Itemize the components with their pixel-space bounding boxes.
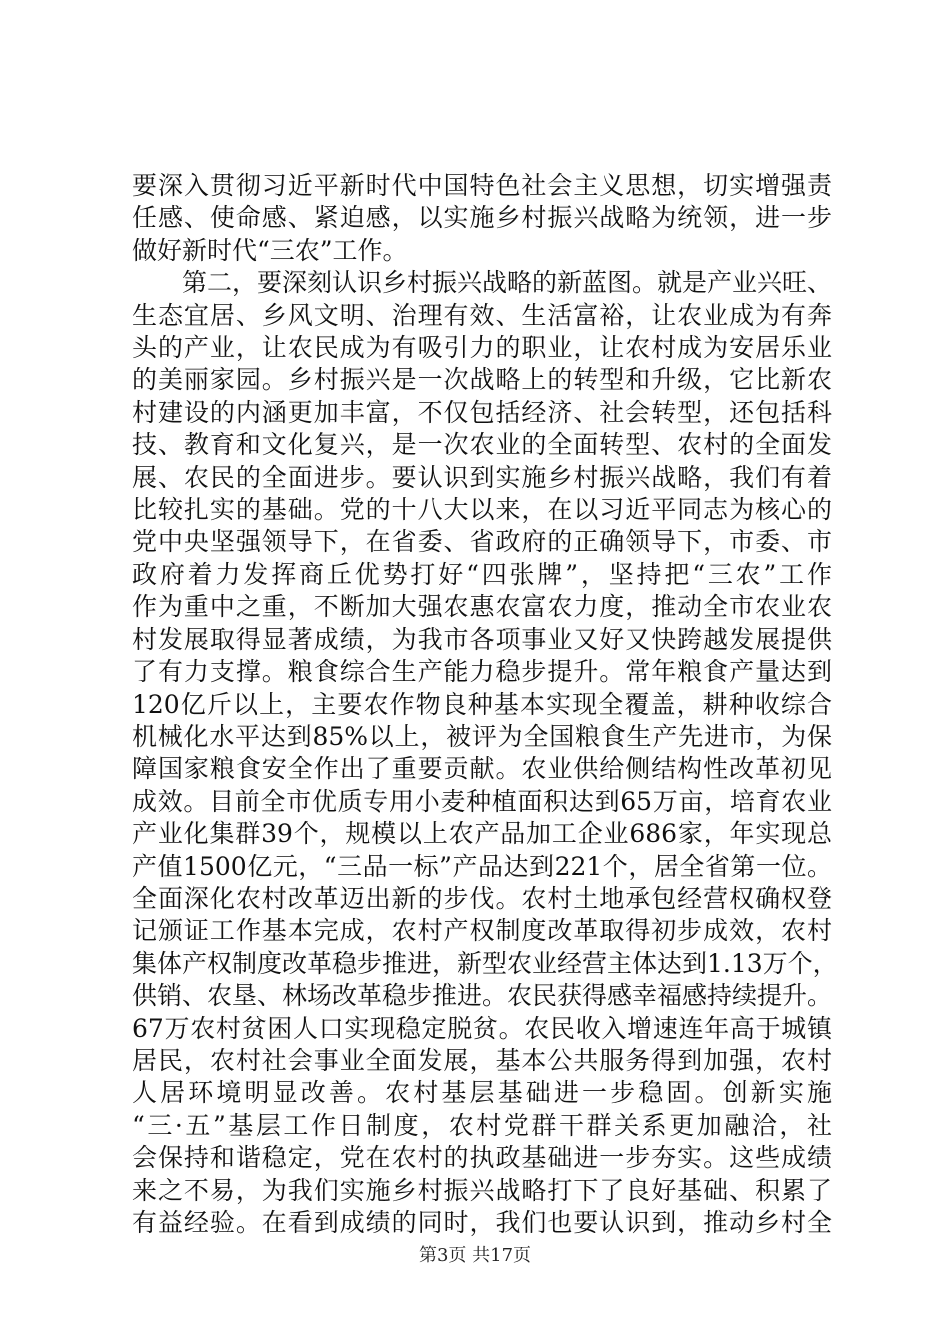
text-line: 人居环境明显改善。农村基层基础进一步稳固。创新实施 <box>132 1078 832 1108</box>
text-line: 了有力支撑。粮食综合生产能力稳步提升。常年粮食产量达到 <box>132 657 832 687</box>
text-line: 集体产权制度改革稳步推进，新型农业经营主体达到1.13万个， <box>132 948 838 978</box>
text-line: 产值1500亿元，“三品一标”产品达到221个，居全省第一位。 <box>132 851 832 881</box>
text-line: 机械化水平达到85%以上，被评为全国粮食生产先进市，为保 <box>132 721 832 751</box>
text-line: 67万农村贫困人口实现稳定脱贫。农民收入增速连年高于城镇 <box>132 1013 832 1043</box>
text-line: 政府着力发挥商丘优势打好“四张牌”，坚持把“三农”工作 <box>132 559 832 589</box>
text-line: 居民，农村社会事业全面发展，基本公共服务得到加强，农村 <box>132 1045 832 1075</box>
paragraph-start-line: 第二，要深刻认识乡村振兴战略的新蓝图。就是产业兴旺、 <box>182 268 833 298</box>
text-line: 要深入贯彻习近平新时代中国特色社会主义思想，切实增强责 <box>132 171 832 200</box>
body-text <box>132 170 838 1239</box>
text-line: 生态宜居、乡风文明、治理有效、生活富裕，让农业成为有奔 <box>132 300 832 330</box>
text-line: 头的产业，让农民成为有吸引力的职业，让农村成为安居乐业 <box>132 333 832 363</box>
page-number-footer: 第3页 共17页 <box>418 1245 532 1266</box>
text-line: 任感、使命感、紧迫感，以实施乡村振兴战略为统领，进一步 <box>132 203 832 233</box>
text-line: 的美丽家园。乡村振兴是一次战略上的转型和升级，它比新农 <box>132 365 832 395</box>
text-line: 全面深化农村改革迈出新的步伐。农村土地承包经营权确权登 <box>132 883 832 913</box>
text-line: 供销、农垦、林场改革稳步推进。农民获得感幸福感持续提升。 <box>132 981 833 1011</box>
text-line: 技、教育和文化复兴，是一次农业的全面转型、农村的全面发 <box>132 430 832 460</box>
text-line: 展、农民的全面进步。要认识到实施乡村振兴战略，我们有着 <box>132 462 832 492</box>
text-line: 产业化集群39个，规模以上农产品加工企业686家，年实现总 <box>132 819 832 849</box>
text-line: “三·五”基层工作日制度，农村党群干群关系更加融洽，社 <box>132 1110 832 1140</box>
text-line: 成效。目前全市优质专用小麦种植面积达到65万亩，培育农业 <box>132 786 832 816</box>
text-line: 村建设的内涵更加丰富，不仅包括经济、社会转型，还包括科 <box>132 397 832 427</box>
text-line: 村发展取得显著成绩，为我市各项事业又好又快跨越发展提供 <box>132 624 832 654</box>
text-line: 来之不易，为我们实施乡村振兴战略打下了良好基础、积累了 <box>132 1175 832 1205</box>
text-line: 比较扎实的基础。党的十八大以来，在以习近平同志为核心的 <box>132 495 832 525</box>
text-line: 120亿斤以上，主要农作物良种基本实现全覆盖，耕种收综合 <box>132 689 832 719</box>
text-line: 障国家粮食安全作出了重要贡献。农业供给侧结构性改革初见 <box>132 754 832 784</box>
text-line: 做好新时代“三农”工作。 <box>132 235 408 265</box>
text-line: 作为重中之重，不断加大强农惠农富农力度，推动全市农业农 <box>132 592 832 622</box>
text-line: 党中央坚强领导下，在省委、省政府的正确领导下，市委、市 <box>132 527 832 557</box>
text-line: 有益经验。在看到成绩的同时，我们也要认识到，推动乡村全 <box>132 1208 832 1237</box>
text-line: 记颁证工作基本完成，农村产权制度改革取得初步成效，农村 <box>132 916 832 946</box>
text-line: 会保持和谐稳定，党在农村的执政基础进一步夯实。这些成绩 <box>132 1143 832 1173</box>
